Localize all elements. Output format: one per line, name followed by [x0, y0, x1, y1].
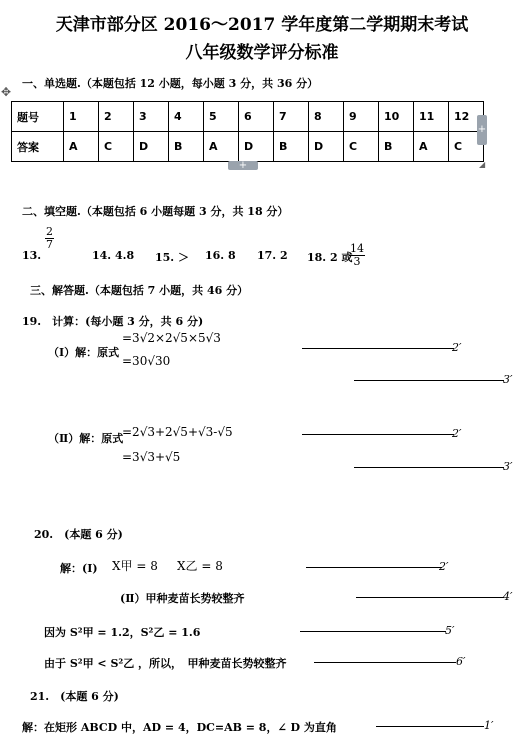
q19-title: 19. 计算：(每小题 3 分，共 6 分) [22, 315, 204, 328]
page-subtitle: 八年级数学评分标准 [185, 43, 339, 63]
q15-answer: 15. ＞ [155, 251, 189, 264]
q17-answer: 17. 2 [257, 249, 288, 262]
table-cell: C [449, 132, 484, 162]
table-cell: 7 [274, 102, 309, 132]
table-cell: 12 [449, 102, 484, 132]
score-mark: 5′ [445, 624, 455, 637]
score-mark: 4′ [503, 590, 513, 603]
section2-heading: 二、填空题.（本题包括 6 小题每题 3 分，共 18 分） [22, 205, 289, 218]
table-cell: D [239, 132, 274, 162]
q14-answer: 14. 4.8 [92, 249, 135, 262]
q19-part1-label: （Ⅰ）解：原式 [48, 346, 120, 359]
table-cell: B [169, 132, 204, 162]
q18-answer-prefix: 18. 2 或 [307, 251, 353, 264]
q13-numerator: 2 [46, 225, 53, 238]
table-cell: 8 [309, 102, 344, 132]
score-line [302, 434, 454, 435]
score-mark: 6′ [456, 655, 466, 668]
q13-denominator: 7 [46, 238, 53, 251]
score-line [314, 662, 456, 663]
q19-part2-step2: =3√3+√5 [122, 450, 181, 464]
score-line [302, 348, 454, 349]
table-cell: 11 [414, 102, 449, 132]
q20-mean-jia: X甲 = 8 [112, 559, 158, 573]
score-line [354, 467, 504, 468]
score-line [306, 567, 442, 568]
q20-part2: (Ⅱ）甲种麦苗长势较整齐 [120, 592, 245, 605]
score-mark: 2′ [452, 427, 462, 440]
q19-part2-label: （Ⅱ）解：原式 [48, 432, 124, 445]
table-cell: B [274, 132, 309, 162]
table-row-answers [12, 132, 484, 162]
q21-line1: 解：在矩形 ABCD 中，AD = 4，DC=AB = 8，∠ D 为直角 [22, 721, 337, 734]
score-mark: 2′ [439, 560, 449, 573]
resize-handle-icon[interactable]: ◢ [479, 160, 486, 169]
q19-part1-step1: =3√2×2√5×5√3 [122, 331, 221, 345]
table-cell: A [64, 132, 99, 162]
q20-variance: 因为 S²甲 = 1.2，S²乙 = 1.6 [44, 626, 201, 639]
table-cell: 1 [64, 102, 99, 132]
score-line [354, 380, 504, 381]
table-cell: A [204, 132, 239, 162]
score-mark: 3′ [503, 460, 513, 473]
score-mark: 3′ [503, 373, 513, 386]
table-cell: 6 [239, 102, 274, 132]
add-row-icon[interactable]: + [228, 161, 258, 170]
q16-answer: 16. 8 [205, 249, 236, 262]
page-title: 天津市部分区 2016～2017 学年度第二学期期末考试 [55, 15, 469, 35]
q13-label: 13. [22, 249, 42, 262]
table-cell: 5 [204, 102, 239, 132]
score-mark: 1′ [484, 719, 494, 732]
table-cell: C [99, 132, 134, 162]
table-cell: C [344, 132, 379, 162]
score-line [356, 597, 504, 598]
table-cell: D [134, 132, 169, 162]
row-label-number: 题号 [12, 102, 64, 132]
q20-title: 20. (本题 6 分) [34, 528, 123, 541]
q20-part1-label: 解：(Ⅰ) [60, 562, 98, 575]
score-line [300, 631, 446, 632]
q19-part2-step1: =2√3+2√5+√3-√5 [122, 425, 233, 439]
q19-part1-step2: =30√30 [122, 354, 171, 368]
section1-heading: 一、单选题.（本题包括 12 小题，每小题 3 分，共 36 分） [22, 77, 319, 90]
table-cell: A [414, 132, 449, 162]
q20-conclusion: 由于 S²甲 < S²乙 ，所以， 甲种麦苗长势较整齐 [44, 657, 287, 670]
row-label-answer: 答案 [12, 132, 64, 162]
table-cell: B [379, 132, 414, 162]
q20-mean-yi: X乙 = 8 [177, 559, 223, 573]
add-column-icon[interactable]: + [477, 115, 487, 145]
q21-title: 21. (本题 6 分) [30, 690, 119, 703]
table-cell: 2 [99, 102, 134, 132]
table-cell: 3 [134, 102, 169, 132]
score-line [376, 726, 484, 727]
q18-fraction [349, 243, 365, 268]
q13-fraction [45, 226, 54, 251]
move-handle-icon[interactable]: ✥ [1, 85, 12, 99]
q18-numerator: 14 [350, 242, 364, 255]
score-mark: 2′ [452, 341, 462, 354]
table-cell: 4 [169, 102, 204, 132]
table-row-numbers [12, 102, 484, 132]
table-cell: 10 [379, 102, 414, 132]
table-cell: D [309, 132, 344, 162]
answer-table [11, 101, 484, 162]
section3-heading: 三、解答题.（本题包括 7 小题，共 46 分） [30, 284, 249, 297]
q18-denominator: 3 [353, 255, 361, 268]
table-cell: 9 [344, 102, 379, 132]
